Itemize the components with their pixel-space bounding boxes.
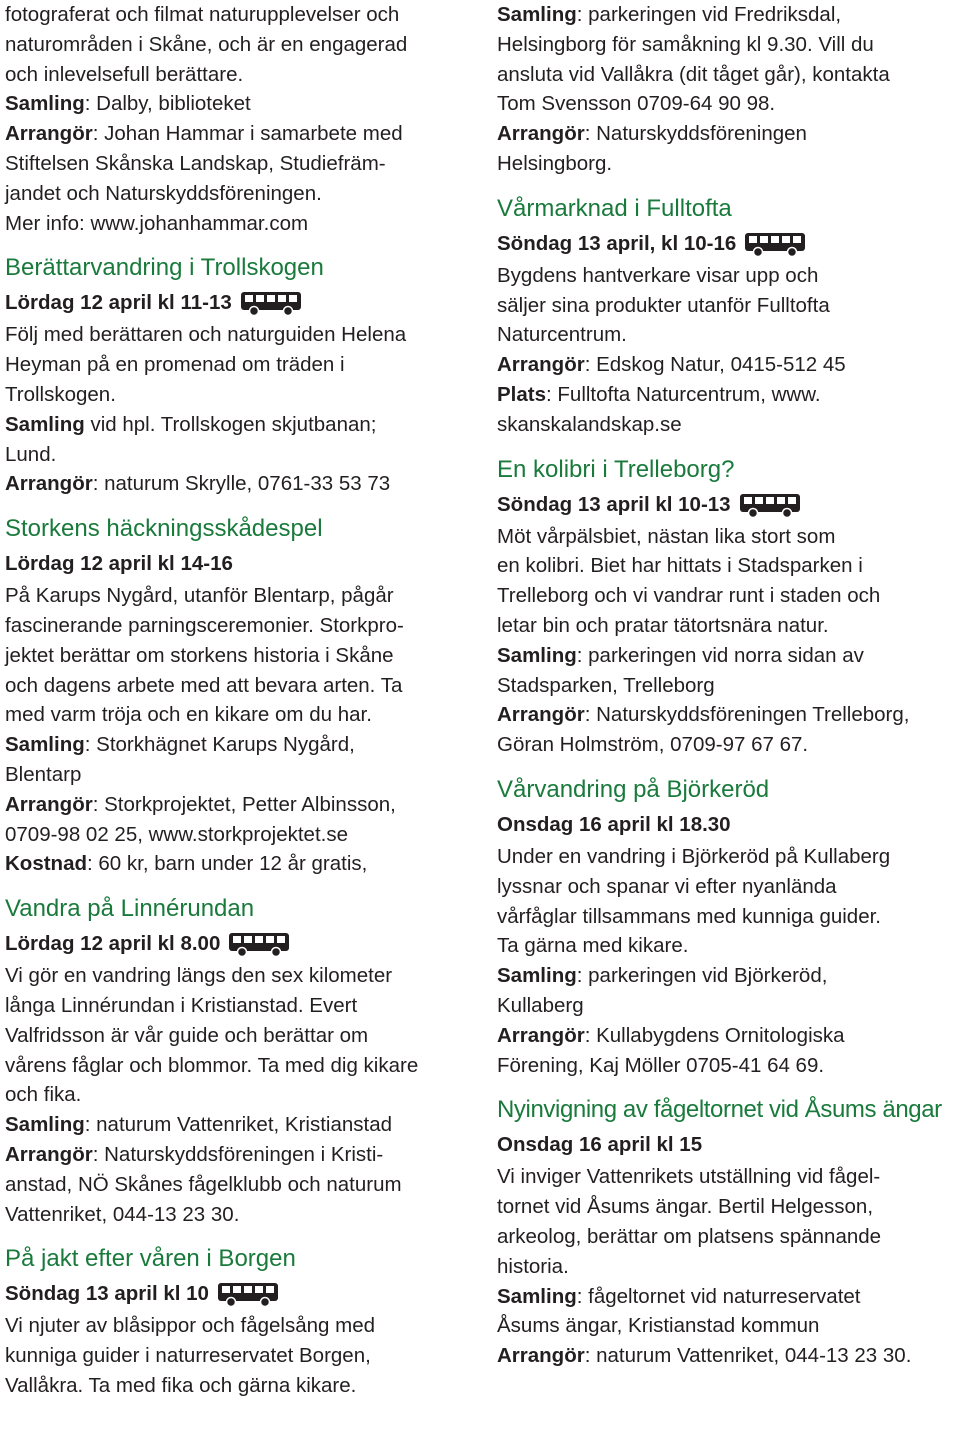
arrangor-text: : Edskog Natur, 0415-512 45 <box>584 353 846 377</box>
samling-label: Samling <box>497 643 577 667</box>
event-date <box>497 227 957 261</box>
arrangor-label: Arrangör <box>497 1344 585 1368</box>
bus-icon <box>228 930 290 958</box>
samling-line <box>5 410 475 440</box>
intro-line: och inlevelsefull berättare. <box>5 62 244 86</box>
arrangor-label: Arrangör <box>5 792 93 816</box>
arrangor-label: Arrangör <box>497 1023 585 1047</box>
plats-cont: skanskalandskap.se <box>497 412 682 436</box>
event-desc: Vi gör en vandring längs den sex kilometer <box>5 964 393 988</box>
arrangor-line <box>497 119 957 149</box>
event-desc: Valfridsson är vår guide och berättar om <box>5 1023 369 1047</box>
samling-label: Samling <box>5 733 85 757</box>
intro-line: naturområden i Skåne, och är en engagerad <box>5 32 408 56</box>
event-date <box>5 1277 475 1311</box>
event-date <box>5 927 475 961</box>
samling-line <box>497 1282 957 1312</box>
event-date <box>5 286 475 320</box>
event-desc: säljer sina produkter utanför Fulltofta <box>497 293 830 317</box>
samling-cont: Tom Svensson 0709-64 90 98. <box>497 92 776 116</box>
event-date-text: Söndag 13 april kl 10-13 <box>497 492 731 516</box>
event-desc: tornet vid Åsums ängar. Bertil Helgesson, <box>497 1195 874 1219</box>
event-title: På jakt efter våren i Borgen <box>5 1245 296 1273</box>
event-storkens <box>5 511 475 879</box>
samling-text: : fågeltornet vid naturreservatet <box>576 1284 861 1308</box>
event-desc: fascinerande parningsceremonier. Storkpro- <box>5 613 404 637</box>
samling-line <box>497 961 957 991</box>
event-title: Storkens häckningsskådespel <box>5 515 323 543</box>
plats-text: : Fulltofta Naturcentrum, www. <box>546 382 821 406</box>
arrangor-text: : Naturskyddsföreningen <box>584 122 807 146</box>
arrangor-cont: Vattenriket, 044-13 23 30. <box>5 1202 240 1226</box>
event-date-text: Lördag 12 april kl 11-13 <box>5 291 232 315</box>
event-title: Vårvandring på Björkeröd <box>497 775 770 803</box>
event-desc: Möt vårpälsbiet, nästan lika stort som <box>497 524 836 548</box>
right-column <box>497 0 957 1371</box>
samling-cont: ansluta vid Vallåkra (dit tåget går), kontakta <box>497 62 890 86</box>
arrangor-line <box>497 700 957 730</box>
event-desc: Vi inviger Vattenrikets utställning vid fågel- <box>497 1165 881 1189</box>
arrangor-text: : Johan Hammar i samarbete med <box>92 122 403 146</box>
arrangor-label: Arrangör <box>5 472 93 496</box>
arrangor-text: : Naturskyddsföreningen i Kristi- <box>92 1142 384 1166</box>
arrangor-text: : Naturskyddsföreningen Trelleborg, <box>584 703 910 727</box>
event-bjorkerod <box>497 772 957 1080</box>
samling-line <box>5 1110 475 1140</box>
samling-cont: Kullaberg <box>497 993 584 1017</box>
intro-section <box>5 0 475 238</box>
event-desc: Heyman på en promenad om träden i <box>5 353 345 377</box>
samling-cont: Lund. <box>5 442 57 466</box>
samling-cont: Åsums ängar, Kristianstad kommun <box>497 1314 820 1338</box>
event-desc: På Karups Nygård, utanför Blentarp, pågår <box>5 584 394 608</box>
arrangor-line <box>5 790 475 820</box>
event-title: Berättarvandring i Trollskogen <box>5 254 324 282</box>
event-date-text: Lördag 12 april kl 8.00 <box>5 932 221 956</box>
event-desc: arkeolog, berättar om platsens spännande <box>497 1224 882 1248</box>
event-date-text: Söndag 13 april kl 10 <box>5 1282 209 1306</box>
event-desc: långa Linnérundan i Kristianstad. Evert <box>5 993 358 1017</box>
samling-line <box>5 730 475 760</box>
samling-text: : Dalby, biblioteket <box>84 92 251 116</box>
event-date <box>5 547 475 581</box>
event-asums-angar <box>497 1092 957 1371</box>
event-desc: lyssnar och spanar vi efter nyanlända <box>497 874 837 898</box>
samling-label: Samling <box>5 92 85 116</box>
event-title: Nyinvigning av fågeltornet vid Åsums ängar <box>497 1096 942 1124</box>
samling-label: Samling <box>5 412 85 436</box>
event-date <box>497 808 957 842</box>
arrangor-line <box>5 119 475 149</box>
arrangor-cont: Förening, Kaj Möller 0705-41 64 69. <box>497 1053 825 1077</box>
arrangor-text: : Kullabygdens Ornitologiska <box>584 1023 845 1047</box>
arrangor-label: Arrangör <box>497 122 585 146</box>
arrangor-cont: Helsingborg. <box>497 151 613 175</box>
arrangor-label: Arrangör <box>5 1142 93 1166</box>
event-title: En kolibri i Trelleborg? <box>497 455 735 483</box>
samling-label: Samling <box>497 3 577 26</box>
samling-line <box>497 641 957 671</box>
arrangor-cont: Göran Holmström, 0709-97 67 67. <box>497 733 809 757</box>
event-desc: vårfåglar tillsammans med kunniga guider. <box>497 904 881 928</box>
event-desc: letar bin och pratar tätortsnära natur. <box>497 613 829 637</box>
event-desc: Trelleborg och vi vandrar runt i staden och <box>497 584 881 608</box>
kostnad-label: Kostnad <box>5 852 87 876</box>
arrangor-cont: Stiftelsen Skånska Landskap, Studiefräm- <box>5 151 386 175</box>
samling-text: : naturum Vattenriket, Kristianstad <box>84 1113 393 1137</box>
arrangor-line <box>5 469 475 499</box>
event-desc: Vallåkra. Ta med fika och gärna kikare. <box>5 1373 357 1397</box>
event-date-text: Lördag 12 april kl 14-16 <box>5 552 233 576</box>
event-berattarvandring <box>5 250 475 499</box>
arrangor-line <box>497 350 957 380</box>
plats-line <box>497 380 957 410</box>
samling-line <box>5 89 475 119</box>
samling-text: : Storkhägnet Karups Nygård, <box>84 733 355 757</box>
samling-label: Samling <box>5 1113 85 1137</box>
event-date-text: Onsdag 16 april kl 15 <box>497 1133 703 1157</box>
left-column <box>5 0 475 1401</box>
event-title: Vårmarknad i Fulltofta <box>497 194 732 222</box>
arrangor-label: Arrangör <box>497 353 585 377</box>
samling-text: vid hpl. Trollskogen skjutbanan; <box>84 412 377 436</box>
samling-line <box>497 0 957 30</box>
event-kolibri <box>497 452 957 760</box>
event-linnerundan <box>5 891 475 1229</box>
event-varmarknad <box>497 191 957 440</box>
event-desc: Under en vandring i Björkeröd på Kullaberg <box>497 844 891 868</box>
arrangor-cont: 0709-98 02 25, www.storkprojektet.se <box>5 822 348 846</box>
bus-icon <box>217 1280 279 1308</box>
event-desc: kunniga guider i naturreservatet Borgen, <box>5 1344 371 1368</box>
event-date <box>497 488 957 522</box>
arrangor-line <box>497 1021 957 1051</box>
samling-cont: Stadsparken, Trelleborg <box>497 673 715 697</box>
event-desc: Följ med berättaren och naturguiden Helena <box>5 323 407 347</box>
event-desc: Bygdens hantverkare visar upp och <box>497 263 819 287</box>
samling-text: : parkeringen vid Björkeröd, <box>576 964 828 988</box>
plats-label: Plats <box>497 382 546 406</box>
event-desc: och fika. <box>5 1083 82 1107</box>
bus-icon <box>739 491 801 519</box>
event-desc: Trollskogen. <box>5 382 116 406</box>
samling-text: : parkeringen vid norra sidan av <box>576 643 864 667</box>
kostnad-line <box>5 849 475 879</box>
event-borgen <box>5 1241 475 1400</box>
event-date <box>497 1128 957 1162</box>
samling-cont: Helsingborg för samåkning kl 9.30. Vill du <box>497 32 874 56</box>
arrangor-label: Arrangör <box>497 703 585 727</box>
event-desc: vårens fåglar och blommor. Ta med dig kikare <box>5 1053 419 1077</box>
event-desc: en kolibri. Biet har hittats i Stadsparken i <box>497 554 863 578</box>
arrangor-text: : naturum Vattenriket, 044-13 23 30. <box>584 1344 912 1368</box>
event-desc: jektet berättar om storkens historia i Skåne <box>5 643 394 667</box>
event-desc: och dagens arbete med att bevara arten. Ta <box>5 673 403 697</box>
event-date-text: Onsdag 16 april kl 18.30 <box>497 812 731 836</box>
bus-icon <box>240 289 302 317</box>
event-title: Vandra på Linnérundan <box>5 895 255 923</box>
event-desc: Ta gärna med kikare. <box>497 934 689 958</box>
arrangor-cont: anstad, NÖ Skånes fågelklubb och naturum <box>5 1172 402 1196</box>
bus-icon <box>744 230 806 258</box>
event-desc: Vi njuter av blåsippor och fågelsång med <box>5 1314 375 1338</box>
arrangor-line <box>497 1341 957 1371</box>
arrangor-cont: jandet och Naturskyddsföreningen. <box>5 181 322 205</box>
arrangor-text: : Storkprojektet, Petter Albinsson, <box>92 792 396 816</box>
arrangor-line <box>5 1140 475 1170</box>
samling-label: Samling <box>497 1284 577 1308</box>
event-desc: Naturcentrum. <box>497 323 627 347</box>
samling-text: : parkeringen vid Fredriksdal, <box>576 3 842 26</box>
arrangor-text: : naturum Skrylle, 0761-33 53 73 <box>92 472 391 496</box>
intro-section <box>497 0 957 179</box>
intro-line: fotograferat och filmat naturupplevelser och <box>5 3 400 26</box>
event-desc: historia. <box>497 1254 569 1278</box>
event-date-text: Söndag 13 april, kl 10-16 <box>497 231 737 255</box>
arrangor-label: Arrangör <box>5 122 93 146</box>
samling-cont: Blentarp <box>5 762 82 786</box>
event-desc: med varm tröja och en kikare om du har. <box>5 703 372 727</box>
more-info: Mer info: www.johanhammar.com <box>5 211 309 235</box>
samling-label: Samling <box>497 964 577 988</box>
kostnad-text: : 60 kr, barn under 12 år gratis, <box>87 852 368 876</box>
